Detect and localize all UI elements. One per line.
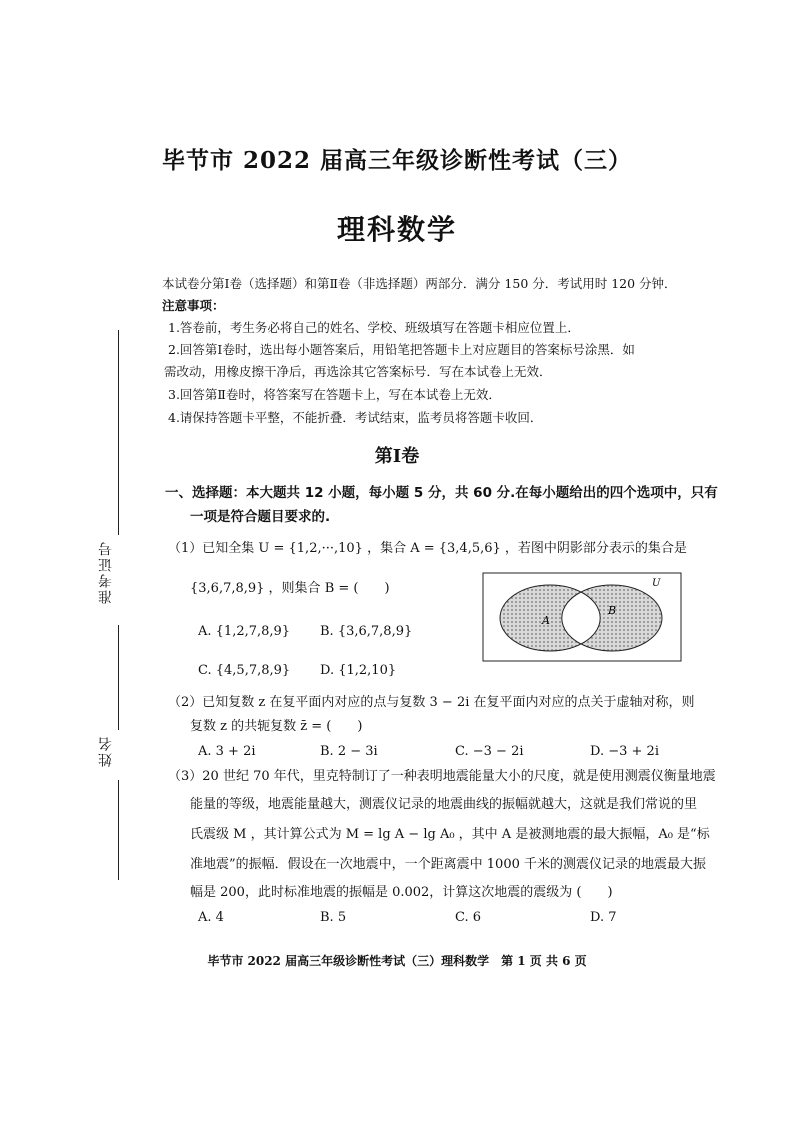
universe-label: U [652,578,661,589]
section-title: 第Ⅰ卷 [374,446,420,467]
q2-text-cont: 复数 z 的共轭复数 z̄ = ( ) [190,719,363,734]
q3-text-cont: 幅是 200，此时标准地震的振幅是 0.002，计算这次地震的震级为 ( ) [190,885,613,900]
notice-item: 1.答卷前，考生务必将自己的姓名、学校、班级填写在答题卡相应位置上． [168,320,580,335]
venn-diagram [482,572,682,662]
notice-item: 需改动，用橡皮擦干净后，再选涂其它答案标号．写在本试卷上无效． [164,364,552,379]
q3-text: （3）20 世纪 70 年代，里克特制订了一种表明地震能量大小的尺度，就是使用测震仪衡量地震 [168,769,716,784]
subject-title: 理科数学 [336,213,457,246]
section-heading-cont: 一项是符合题目要求的. [190,509,331,525]
q3-text-cont: 能量的等级，地震能量越大，测震仪记录的地震曲线的振幅就越大，这就是我们常说的里 [190,797,698,812]
notice-item: 4.请保持答题卡平整，不能折叠．考试结束，监考员将答题卡收回． [168,410,543,425]
q1-option-a: A. {1,2,7,8,9} [198,624,291,639]
q2-option-c: C. −3 − 2i [455,744,524,759]
set-b-label: B [608,604,617,617]
binding-line-top [118,330,119,535]
q3-text-cont: 氏震级 M ，其计算公式为 M = lg A − lg A₀ ，其中 A 是被测地震的最大振幅，A₀ 是“标 [190,827,710,842]
name-label: 姓名 [98,735,114,767]
q2-option-d: D. −3 + 2i [590,744,659,759]
q3-option-c: C. 6 [455,910,482,925]
q3-option-b: B. 5 [320,910,347,925]
q3-option-a: A. 4 [198,910,224,925]
q3-text-cont: 准地震”的振幅．假设在一次地震中，一个距离震中 1000 千米的测震仪记录的地震最大振 [190,857,706,872]
exam-title: 毕节市 2022 届高三年级诊断性考试（三） [161,147,633,174]
q2-option-b: B. 2 − 3i [320,744,378,759]
notice-label: 注意事项： [162,298,225,313]
q1-option-d: D. {1,2,10} [320,663,397,678]
binding-line-middle [118,625,119,730]
set-a-label: A [542,614,550,627]
q1-text-cont: {3,6,7,8,9} ，则集合 B = ( ) [190,581,390,596]
exam-description: 本试卷分第Ⅰ卷（选择题）和第Ⅱ卷（非选择题）两部分．满分 150 分．考试用时 120 分钟． [162,276,677,291]
section-heading: 一、选择题：本大题共 12 小题，每小题 5 分，共 60 分.在每小题给出的四个选项中，只有 [165,485,718,501]
q2-option-a: A. 3 + 2i [198,744,256,759]
page-footer: 毕节市 2022 届高三年级诊断性考试（三）理科数学 第 1 页 共 6 页 [207,954,587,968]
q2-text: （2）已知复数 z 在复平面内对应的点与复数 3 − 2i 在复平面内对应的点关于虚轴对称，则 [168,695,695,710]
q1-text: （1）已知全集 U = {1,2,···,10} ，集合 A = {3,4,5,6} ，若图中阴影部分表示的集合是 [168,541,687,556]
binding-line-bottom [118,780,119,880]
q3-option-d: D. 7 [590,910,617,925]
notice-item: 3.回答第Ⅱ卷时，将答案写在答题卡上，写在本试卷上无效． [168,387,501,402]
exam-id-label: 准考证号 [98,540,114,604]
q1-option-b: B. {3,6,7,8,9} [320,624,413,639]
notice-item: 2.回答第Ⅰ卷时，选出每小题答案后，用铅笔把答题卡上对应题目的答案标号涂黑．如 [168,342,635,357]
q1-option-c: C. {4,5,7,8,9} [198,663,291,678]
